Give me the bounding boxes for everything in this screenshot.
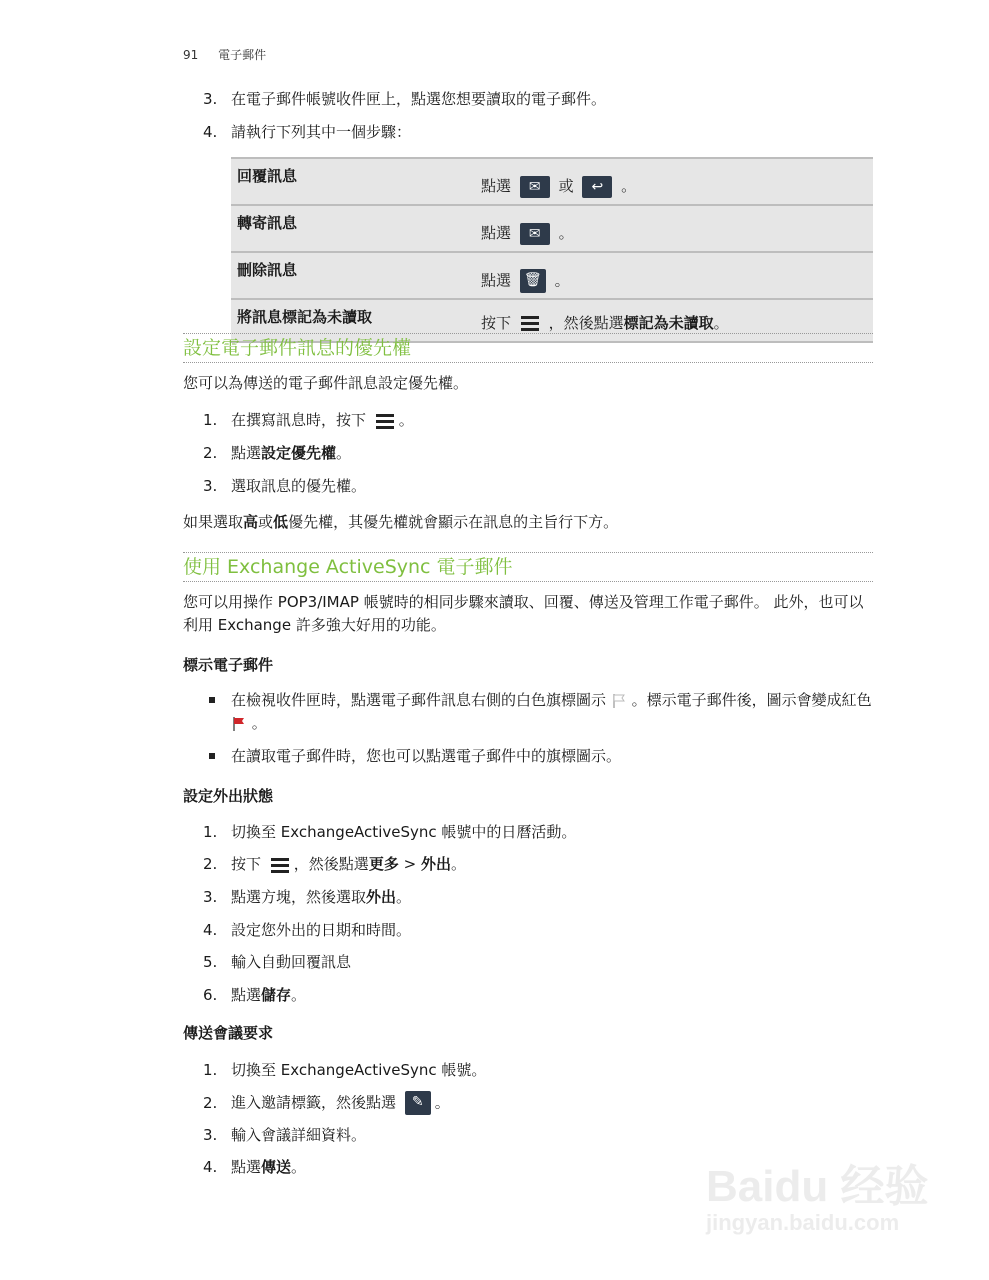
- list-item: 6. 點選儲存。: [203, 986, 307, 1004]
- action-name: 回覆訊息: [231, 158, 475, 205]
- menu-icon: [269, 855, 291, 875]
- subheading-flag: 標示電子郵件: [183, 656, 274, 674]
- white-flag-icon: [611, 693, 627, 709]
- list-item: 2. 按下 ，然後點選更多 > 外出。: [203, 855, 466, 873]
- list-item: 2. 進入邀請標籤，然後點選 ✎ 。: [203, 1091, 450, 1115]
- table-row: 將訊息標記為未讀取 按下 ，然後點選標記為未讀取。: [231, 299, 873, 342]
- menu-icon: [374, 411, 396, 431]
- actions-table: [231, 157, 873, 343]
- list-item: 4. 設定您外出的日期和時間。: [203, 921, 412, 939]
- action-name: 轉寄訊息: [231, 205, 475, 252]
- list-item: 在讀取電子郵件時，您也可以點選電子郵件中的旗標圖示。: [209, 745, 873, 768]
- table-row: 回覆訊息 點選 ✉ 或 ↩ 。: [231, 158, 873, 205]
- list-item: 3. 選取訊息的優先權。: [203, 477, 367, 495]
- list-item: 1. 切換至 ExchangeActiveSync 帳號中的日曆活動。: [203, 823, 577, 841]
- page-header: [183, 46, 266, 63]
- table-row: 刪除訊息 點選 🗑 。: [231, 252, 873, 299]
- subheading-meeting: 傳送會議要求: [183, 1024, 274, 1042]
- section-intro: 您可以為傳送的電子郵件訊息設定優先權。: [183, 374, 469, 392]
- reply-mail-icon: ✉: [520, 176, 550, 198]
- list-item: 3. 輸入會議詳細資料。: [203, 1126, 367, 1144]
- list-item: 4. 點選傳送。: [203, 1158, 307, 1176]
- bullet-icon: [209, 697, 215, 703]
- menu-icon: [519, 313, 541, 333]
- action-name: 刪除訊息: [231, 252, 475, 299]
- list-item: 3. 點選方塊，然後選取外出。: [203, 888, 412, 906]
- forward-mail-icon: ✉: [520, 223, 550, 245]
- list-item: 1. 切換至 ExchangeActiveSync 帳號。: [203, 1061, 487, 1079]
- list-item: 1. 在撰寫訊息時，按下 。: [203, 411, 414, 429]
- bullet-icon: [209, 753, 215, 759]
- reply-arrow-icon: ↩: [582, 176, 612, 198]
- list-item: 3. 在電子郵件帳號收件匣上，點選您想要讀取的電子郵件。: [203, 90, 607, 108]
- list-item: 在檢視收件匣時，點選電子郵件訊息右側的白色旗標圖示 。標示電子郵件後，圖示會變成紅色 。: [209, 689, 873, 735]
- chapter-title: 電子郵件: [218, 48, 267, 62]
- list-item: 5. 輸入自動回覆訊息: [203, 953, 352, 971]
- action-name: 將訊息標記為未讀取: [231, 299, 475, 342]
- section-title-exchange: 使用 Exchange ActiveSync 電子郵件: [183, 552, 873, 582]
- subheading-out-of-office: 設定外出狀態: [183, 787, 274, 805]
- page-number: 91: [183, 48, 199, 62]
- pencil-icon: ✎: [405, 1091, 431, 1115]
- list-item: 4. 請執行下列其中一個步驟：: [203, 123, 412, 141]
- section-intro: 您可以用操作 POP3/IMAP 帳號時的相同步驟來讀取、回覆、傳送及管理工作電子郵件。 此外，也可以利用 Exchange 許多強大好用的功能。: [183, 593, 864, 634]
- red-flag-icon: [231, 716, 247, 732]
- priority-note: 如果選取高或低優先權，其優先權就會顯示在訊息的主旨行下方。: [183, 513, 619, 531]
- trash-icon: 🗑: [520, 269, 546, 293]
- watermark-logo-text: Baidu 经验: [706, 1162, 929, 1211]
- section-title-priority: 設定電子郵件訊息的優先權: [183, 333, 873, 363]
- watermark-url: jingyan.baidu.com: [706, 1210, 900, 1235]
- baidu-watermark: [700, 1130, 940, 1250]
- list-item: 2. 點選設定優先權。: [203, 444, 352, 462]
- table-row: 轉寄訊息 點選 ✉ 。: [231, 205, 873, 252]
